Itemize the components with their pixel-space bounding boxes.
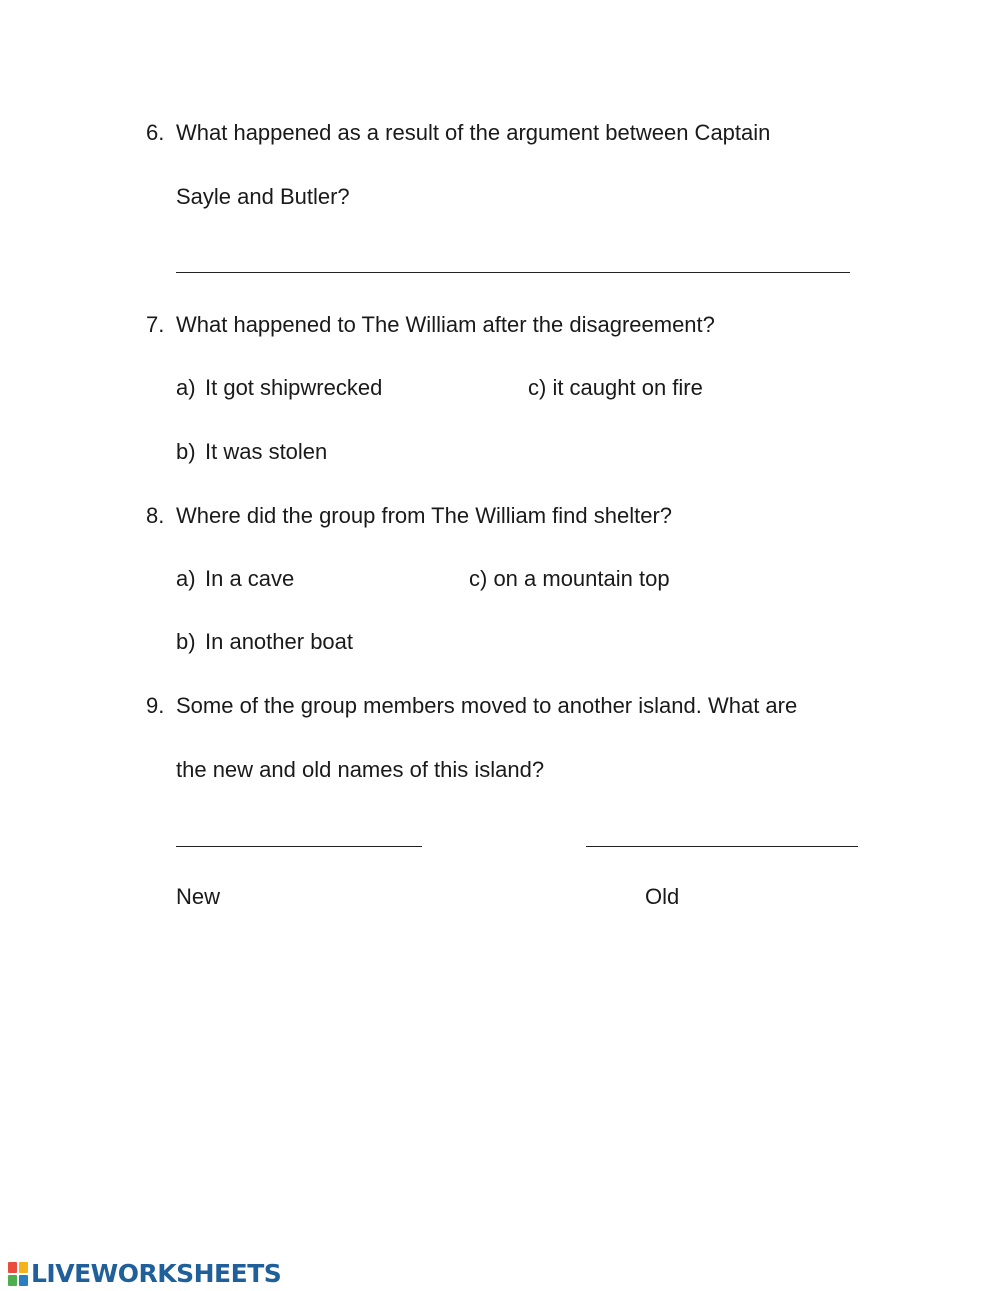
question-9-text-line-1: Some of the group members moved to another island. What are [176,693,798,718]
logo-block-red [8,1262,17,1273]
question-7-option-b[interactable]: It was stolen [205,439,328,464]
question-8-option-a-label: a) [176,566,196,591]
question-9-old-name-answer-line[interactable] [586,846,858,847]
question-8-text: Where did the group from The William find shelter? [176,503,673,528]
question-7-option-c[interactable]: c) it caught on fire [528,375,703,400]
question-9-text-line-2: the new and old names of this island? [176,757,545,782]
question-6-text-line-1: What happened as a result of the argument between Captain [176,120,771,145]
question-8-option-a[interactable]: In a cave [205,566,295,591]
question-8-option-c[interactable]: c) on a mountain top [469,566,670,591]
question-6-text-line-2: Sayle and Butler? [176,184,350,209]
question-9-old-label: Old [645,884,680,909]
question-6-number: 6. [146,120,165,145]
question-8-option-b-label: b) [176,629,196,654]
logo-blocks-icon [8,1262,28,1286]
question-8-number: 8. [146,503,165,528]
logo-text: LIVEWORKSHEETS [31,1259,282,1288]
question-7-option-b-label: b) [176,439,196,464]
logo-block-blue [19,1275,28,1286]
logo-block-yellow [19,1262,28,1273]
question-7-option-a[interactable]: It got shipwrecked [205,375,383,400]
question-9-new-name-answer-line[interactable] [176,846,422,847]
logo-block-green [8,1275,17,1286]
question-7-option-a-label: a) [176,375,196,400]
question-6-answer-line[interactable] [176,272,850,273]
question-9-new-label: New [176,884,221,909]
question-9-number: 9. [146,693,165,718]
question-8-option-b[interactable]: In another boat [205,629,354,654]
question-7-text: What happened to The William after the disagreement? [176,312,715,337]
question-7-number: 7. [146,312,165,337]
liveworksheets-logo [8,1259,281,1289]
